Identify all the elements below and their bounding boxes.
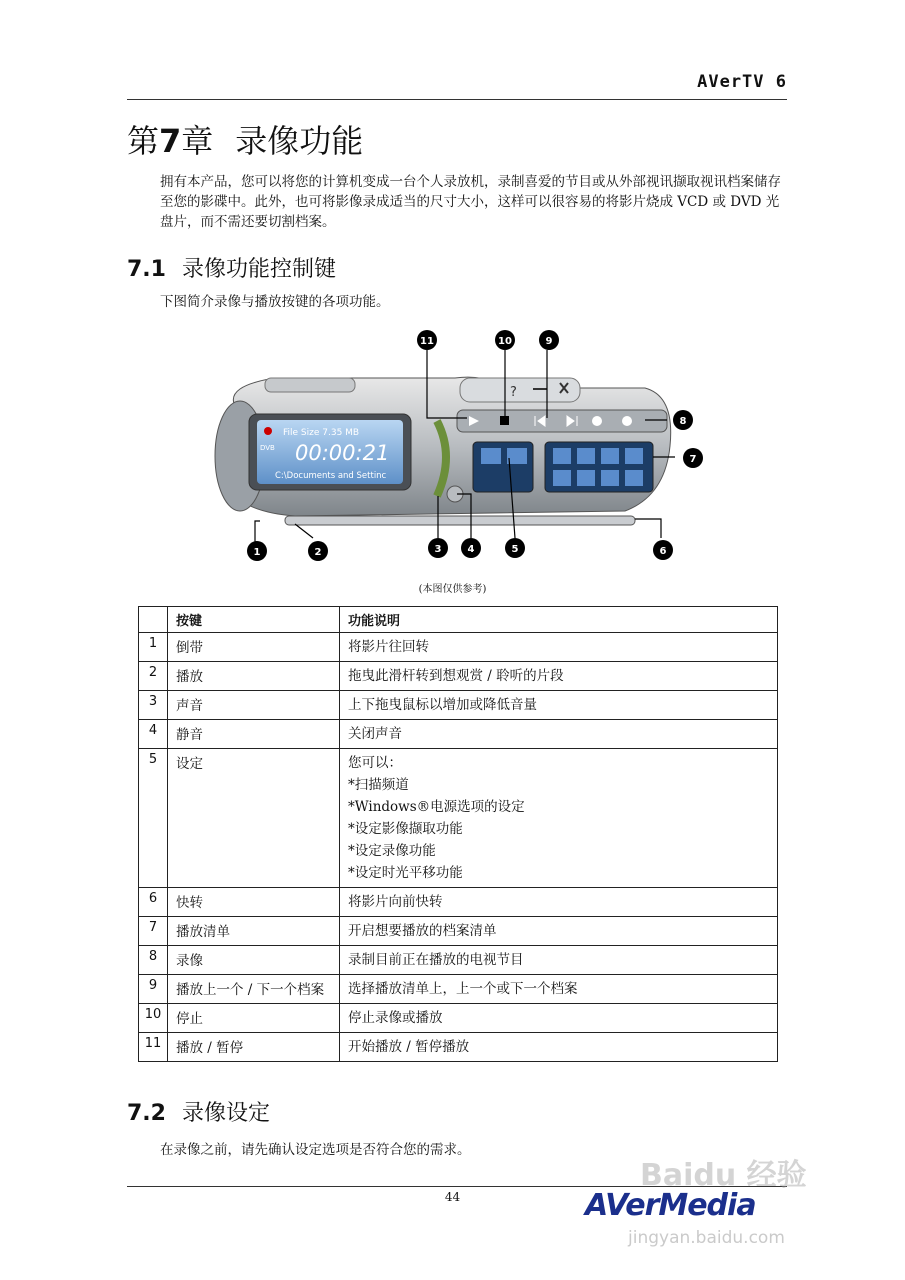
chapter-prefix: 第 [127,122,160,160]
table-row [139,691,778,720]
row-desc-sub-item: *设定影像撷取功能 [348,821,463,837]
callout-2: 2 [314,547,322,558]
callout-9: 9 [545,336,553,347]
lcd-dvb: DVB [260,444,275,452]
row-desc-sub-item: *Windows®电源选项的设定 [348,799,525,815]
section-7-2-desc: 在录像之前，请先确认设定选项是否符合您的需求。 [160,1142,471,1158]
callout-8: 8 [679,416,687,427]
row-key: 倒带 [168,633,340,662]
row-key: 播放 / 暂停 [168,1033,340,1062]
table-row [139,720,778,749]
row-key: 快转 [168,888,340,917]
row-desc [340,1033,778,1062]
lcd-time: 00:00:21 [295,441,390,465]
row-desc-text: 将影片往回转 [348,639,429,655]
row-desc-sub-item: *设定时光平移功能 [348,865,463,881]
row-desc-text: 您可以： [348,755,402,771]
chapter-number: 7 [159,122,182,160]
transport-bar [457,410,667,432]
chapter-title [127,116,363,162]
callout-11: 11 [420,336,434,347]
page-number: 44 [444,1190,461,1204]
row-desc-text: 开始播放 / 暂停播放 [348,1039,470,1055]
fast-forward-button[interactable] [592,416,602,426]
lcd-path: C:\Documents and Settinc [275,471,387,481]
row-key: 停止 [168,1004,340,1033]
row-desc [340,662,778,691]
table-row [139,1004,778,1033]
row-desc [340,1004,778,1033]
intro-paragraph: 拥有本产品，您可以将您的计算机变成一台个人录放机，录制喜爱的节目或从外部视讯撷取视讯档案储存至您的影碟中。此外，也可将影像录成适当的尺寸大小，这样可以很容易的将影片烧成 VCD 或 DVD 光盘片，而不需还要切割档案。 [160,174,781,230]
row-desc-text: 开启想要播放的档案清单 [348,923,497,939]
section-number: 7.2 [127,1101,166,1126]
callout-1: 1 [253,547,261,558]
callout-6: 6 [659,546,667,557]
row-key: 声音 [168,691,340,720]
row-desc [340,691,778,720]
row-desc-text: 上下拖曳鼠标以增加或降低音量 [348,697,537,713]
callout-10: 10 [498,336,512,347]
row-key: 播放上一个 / 下一个档案 [168,975,340,1004]
watermark-url: jingyan.baidu.com [628,1228,785,1248]
row-desc-text: 关闭声音 [348,726,402,742]
figure-caption: (本图仅供参考) [418,584,487,595]
row-number: 4 [139,720,168,749]
table-header-desc: 功能说明 [340,607,778,633]
row-number: 3 [139,691,168,720]
row-number: 11 [139,1033,168,1062]
table-row [139,917,778,946]
table-row [139,1033,778,1062]
section-title: 录像设定 [181,1101,270,1126]
speaker-grille [265,378,355,392]
table-row [139,975,778,1004]
avermedia-logo: AVerMedia [585,1188,756,1223]
row-number: 2 [139,662,168,691]
callout-5: 5 [511,544,519,555]
callout-7: 7 [689,454,697,465]
row-key: 播放清单 [168,917,340,946]
row-number: 6 [139,888,168,917]
row-desc-text: 停止录像或播放 [348,1010,443,1026]
table-row [139,749,778,888]
row-desc [340,975,778,1004]
function-table [138,606,778,1062]
row-desc [340,888,778,917]
row-desc-text: 选择播放清单上，上一个或下一个档案 [348,981,578,997]
row-number: 7 [139,917,168,946]
section-7-2-heading [127,1096,270,1127]
help-icon[interactable]: ? [510,385,517,400]
row-desc [340,946,778,975]
row-desc-text: 拖曳此滑杆转到想观赏 / 聆听的片段 [348,668,564,684]
lcd-file-size: File Size 7.35 MB [283,428,360,438]
row-number: 1 [139,633,168,662]
seek-slider[interactable] [285,516,635,525]
row-desc-sub-item: *扫描频道 [348,777,409,793]
row-key: 录像 [168,946,340,975]
section-number: 7.1 [127,257,166,282]
row-desc [340,720,778,749]
record-button[interactable] [622,416,632,426]
chapter-name: 录像功能 [235,122,364,160]
row-number: 5 [139,749,168,888]
player-figure [205,326,705,566]
table-row [139,888,778,917]
callout-3: 3 [434,544,442,555]
row-number: 10 [139,1004,168,1033]
header-title: AVerTV 6 [697,72,787,92]
section-7-1-desc: 下图简介录像与播放按键的各项功能。 [160,294,390,310]
section-7-1-heading [127,252,336,283]
watermark: Baidu 经验 [640,1158,807,1193]
table-row [139,946,778,975]
row-desc [340,633,778,662]
table-header-key: 按键 [168,607,340,633]
row-desc-text: 录制目前正在播放的电视节目 [348,952,524,968]
section-title: 录像功能控制键 [181,257,336,282]
row-desc-text: 将影片向前快转 [348,894,443,910]
table-header-index [139,607,168,633]
row-desc [340,917,778,946]
row-number: 8 [139,946,168,975]
row-key: 静音 [168,720,340,749]
record-indicator-icon [264,427,272,435]
table-row [139,662,778,691]
row-desc [340,749,778,888]
header-rule [127,99,787,100]
row-desc-sub-item: *设定录像功能 [348,843,436,859]
callout-4: 4 [467,544,475,555]
table-row [139,633,778,662]
row-key: 播放 [168,662,340,691]
row-number: 9 [139,975,168,1004]
chapter-suffix: 章 [181,122,214,160]
row-key: 设定 [168,749,340,888]
